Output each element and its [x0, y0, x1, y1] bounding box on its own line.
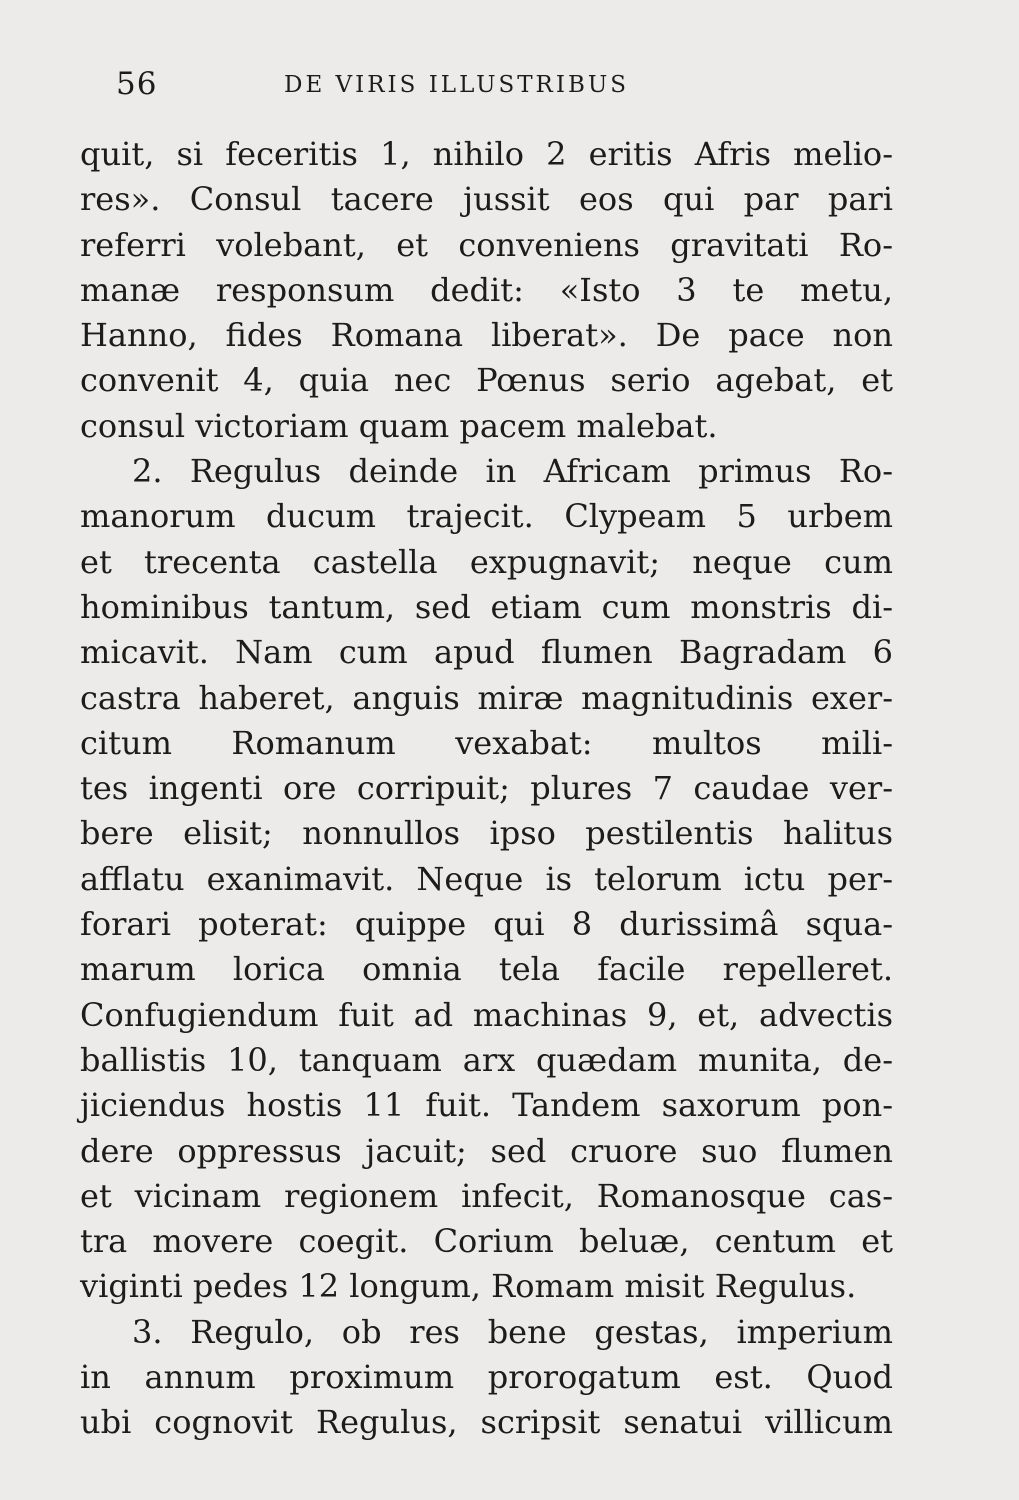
text-line: viginti pedes 12 longum, Romam misit Regulus. — [80, 1267, 857, 1306]
text-line: manæ responsum dedit: «Isto 3 te metu, — [80, 270, 893, 309]
text-line: Confugiendum fuit ad machinas 9, et, advectis — [80, 995, 893, 1034]
text-line: res». Consul tacere jussit eos qui par pari — [80, 180, 893, 219]
text-line: jiciendus hostis 11 fuit. Tandem saxorum pon- — [80, 1086, 893, 1125]
text-line: 2. Regulus deinde in Africam primus Ro- — [132, 452, 893, 491]
text-line: in annum proximum prorogatum est. Quod — [80, 1358, 893, 1397]
text-line: referri volebant, et conveniens gravitati Ro- — [80, 225, 893, 264]
text-line: et vicinam regionem infecit, Romanosque cas- — [80, 1176, 893, 1215]
text-line: marum lorica omnia tela facile repelleret. — [80, 950, 893, 989]
text-line: convenit 4, quia nec Pœnus serio agebat, et — [80, 361, 893, 400]
text-line: quit, si feceritis 1, nihilo 2 eritis Afris melio- — [80, 135, 893, 173]
page-header — [116, 66, 686, 110]
text-line: bere elisit; nonnullos ipso pestilentis halitus — [80, 814, 893, 853]
text-line: et trecenta castella expugnavit; neque cum — [80, 542, 893, 581]
text-line: ballistis 10, tanquam arx quædam munita, de- — [80, 1040, 893, 1079]
text-line: micavit. Nam cum apud flumen Bagradam 6 — [80, 633, 893, 672]
text-line: 3. Regulo, ob res bene gestas, imperium — [132, 1312, 893, 1351]
text-line: tra movere coegit. Corium beluæ, centum et — [80, 1222, 893, 1261]
text-line: citum Romanum vexabat: multos mili- — [80, 723, 893, 762]
text-line: manorum ducum trajecit. Clypeam 5 urbem — [80, 497, 893, 536]
text-line: tes ingenti ore corripuit; plures 7 caudae ver- — [80, 769, 893, 808]
running-title: DE VIRIS ILLUSTRIBUS — [284, 72, 630, 98]
text-line: forari poterat: quippe qui 8 durissimâ squa- — [80, 905, 893, 944]
text-line: castra haberet, anguis miræ magnitudinis exer- — [80, 678, 893, 717]
text-line: hominibus tantum, sed etiam cum monstris di- — [80, 587, 893, 626]
text-line: Hanno, fides Romana liberat». De pace non — [80, 316, 893, 355]
text-line: ubi cognovit Regulus, scripsit senatui villicum — [80, 1403, 893, 1442]
body-text — [80, 132, 893, 1446]
text-line: afflatu exanimavit. Neque is telorum ictu per- — [80, 859, 893, 898]
page-number: 56 — [116, 66, 158, 102]
text-line: consul victoriam quam pacem malebat. — [80, 406, 718, 445]
text-line: dere oppressus jacuit; sed cruore suo flumen — [80, 1131, 893, 1170]
